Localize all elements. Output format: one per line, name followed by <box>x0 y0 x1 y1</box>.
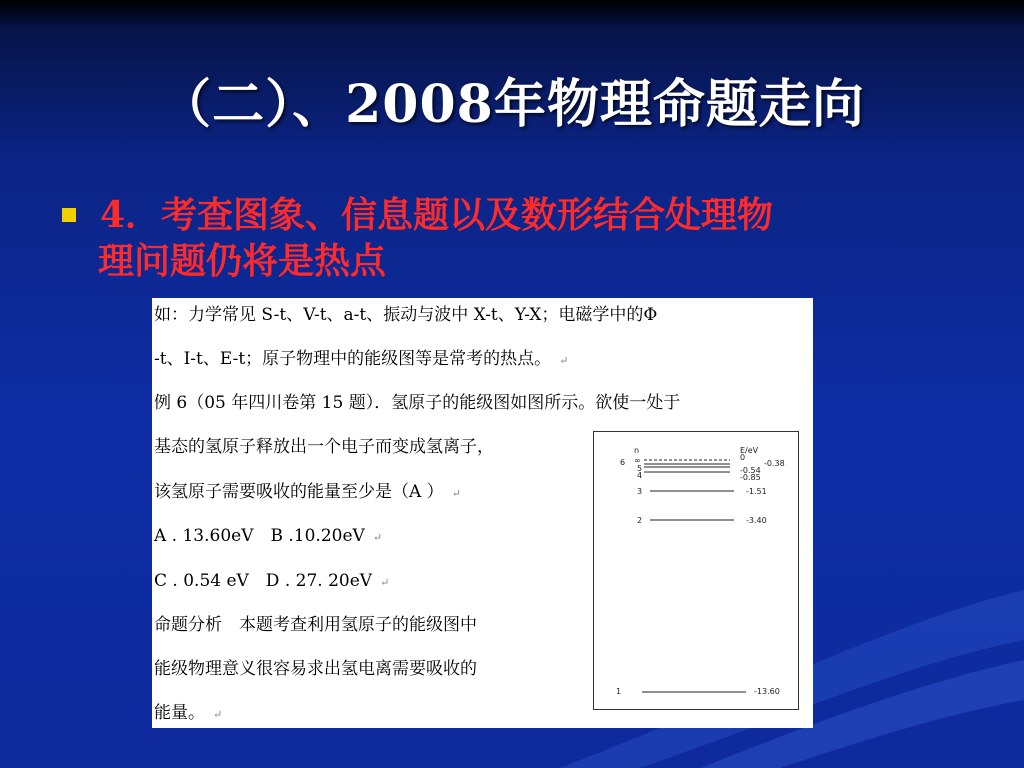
level-energy-label: -1.51 <box>746 487 767 496</box>
level-energy-label: -3.40 <box>746 516 767 525</box>
doc-line-2: -t、I-t、E-t；原子物理中的能级图等是常考的热点。 ↵ <box>154 349 569 369</box>
level-energy-label: -0.54 <box>740 466 761 475</box>
bullet-square-icon <box>62 208 76 222</box>
bullet-line-1: 4．考查图象、信息题以及数形结合处理物 <box>100 194 774 236</box>
doc-line-3: 例 6（05 年四川卷第 15 题）．氢原子的能级图如图所示。欲使一处于 <box>154 393 681 413</box>
energy-header: E/eV <box>740 446 759 455</box>
level-n-label: 3 <box>637 487 643 496</box>
doc-line-4: 基态的氢原子释放出一个电子而变成氢离子， <box>154 437 494 457</box>
top-dark-band <box>0 0 1024 28</box>
level-energy-label: -0.85 <box>740 473 761 482</box>
doc-line-7: C . 0.54 eV D . 27. 20eV ↵ <box>154 571 390 591</box>
level-n-label: 6 <box>620 458 626 467</box>
bullet-line-2: 理问题仍将是热点 <box>98 240 387 282</box>
level-energy-label: -0.38 <box>764 459 785 468</box>
slide-title: （二）、2008年物理命题走向 <box>159 74 865 135</box>
level-n-label: 1 <box>616 687 622 696</box>
bullet-text <box>100 192 960 284</box>
level-n-label: 5 <box>637 464 643 473</box>
level-energy-label: -13.60 <box>754 687 780 696</box>
embedded-document-image <box>152 298 813 728</box>
doc-line-10: 能量。 ↵ <box>154 703 223 723</box>
level-n-label: ∞ <box>634 456 641 465</box>
doc-line-5: 该氢原子需要吸收的能量至少是（A ） ↵ <box>154 482 461 502</box>
level-n-label: 4 <box>637 471 643 480</box>
level-energy-label: 0 <box>740 453 746 462</box>
level-n-label: 2 <box>637 516 643 525</box>
doc-line-1: 如：力学常见 S-t、V-t、a-t、振动与波中 X-t、Y-X；电磁学中的Φ <box>154 305 658 325</box>
doc-line-8: 命题分析 本题考查利用氢原子的能级图中 <box>154 615 477 635</box>
doc-line-6: A . 13.60eV B .10.20eV ↵ <box>154 526 383 546</box>
n-header: n <box>634 446 640 455</box>
doc-line-9: 能级物理意义很容易求出氢电离需要吸收的 <box>154 659 477 679</box>
energy-level-diagram <box>593 431 799 710</box>
